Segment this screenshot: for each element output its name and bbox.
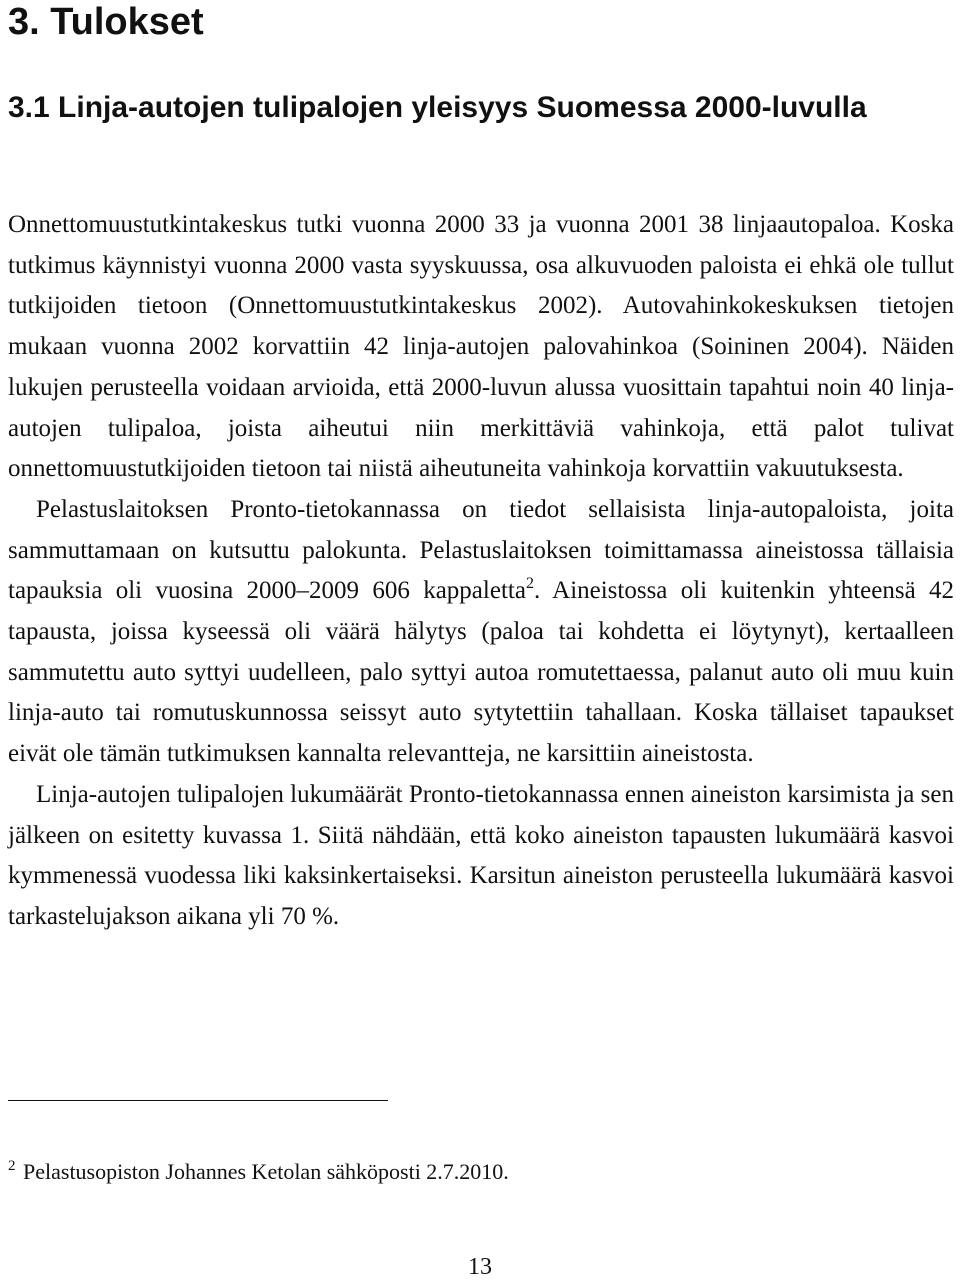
- paragraph-2: [8, 490, 954, 775]
- page-number: 13: [468, 1254, 492, 1280]
- footnote: [8, 1157, 908, 1187]
- footnote-divider: [8, 1100, 388, 1101]
- chapter-title: 3. Tulokset: [8, 1, 204, 43]
- footnote-reference[interactable]: 2: [525, 575, 534, 593]
- paragraph-2-part-2: . Aineistossa oli kuitenkin yhteensä 42 tapausta, joissa kyseessä oli väärä hälytys (paloa tai kohdetta ei löytynyt), kertaalleen sammutettu auto syttyi uudelleen, palo syttyi autoa romutettaessa, palanut auto oli muu kuin linja-auto tai romutuskunnossa seissyt auto sytytettiin tahallaan. Koska tällaiset tapaukset eivät ole tämän tutkimuksen kannalta relevantteja, ne karsittiin aineistosta.: [8, 577, 955, 768]
- footnote-text: Pelastusopiston Johannes Ketolan sähköposti 2.7.2010.: [23, 1159, 509, 1184]
- paragraph-3: Linja-autojen tulipalojen lukumäärät Pronto-tietokannassa ennen aineiston karsimista ja sen jälkeen on esitetty kuvassa 1. Siitä nähdään, että koko aineiston tapausten lukumäärä kasvoi kymmenessä vuodessa liki kaksinkertaiseksi. Karsitun aineiston perusteella lukumäärä kasvoi tarkastelujakson aikana yli 70 %.: [8, 780, 954, 930]
- paragraph-2-part-1: Pelastuslaitoksen Pronto-tietokannassa on tiedot sellaisista linja-autopaloista, joita sammuttamaan on kutsuttu palokunta. Pelastuslaitoksen toimittamassa aineistossa tällaisia tapauksia oli vuosina 2000–2009 606 kappaletta: [8, 495, 954, 605]
- body-text: [8, 205, 954, 938]
- section-title: 3.1 Linja-autojen tulipalojen yleisyys Suomessa 2000-luvulla: [8, 91, 867, 124]
- paragraph-1: Onnettomuustutkintakeskus tutki vuonna 2000 33 ja vuonna 2001 38 linjaautopaloa. Koska tutkimus käynnistyi vuonna 2000 vasta syyskuussa, osa alkuvuoden paloista ei ehkä ole tullut tutkijoiden tietoon (Onnettomuustutkintakeskus 2002). Autovahinkokeskuksen tietojen mukaan vuonna 2002 korvattiin 42 linja-autojen palovahinkoa (Soininen 2004). Näiden lukujen perusteella voidaan arvioida, että 2000-luvun alussa vuosittain tapahtui noin 40 linja-autojen tulipaloa, joista aiheutui niin merkittäviä vahinkoja, että palot tulivat onnettomuustutkijoiden tietoon tai niistä aiheutuneita vahinkoja korvattiin vakuutuksesta.: [8, 211, 954, 483]
- footnote-marker: 2: [8, 1158, 16, 1174]
